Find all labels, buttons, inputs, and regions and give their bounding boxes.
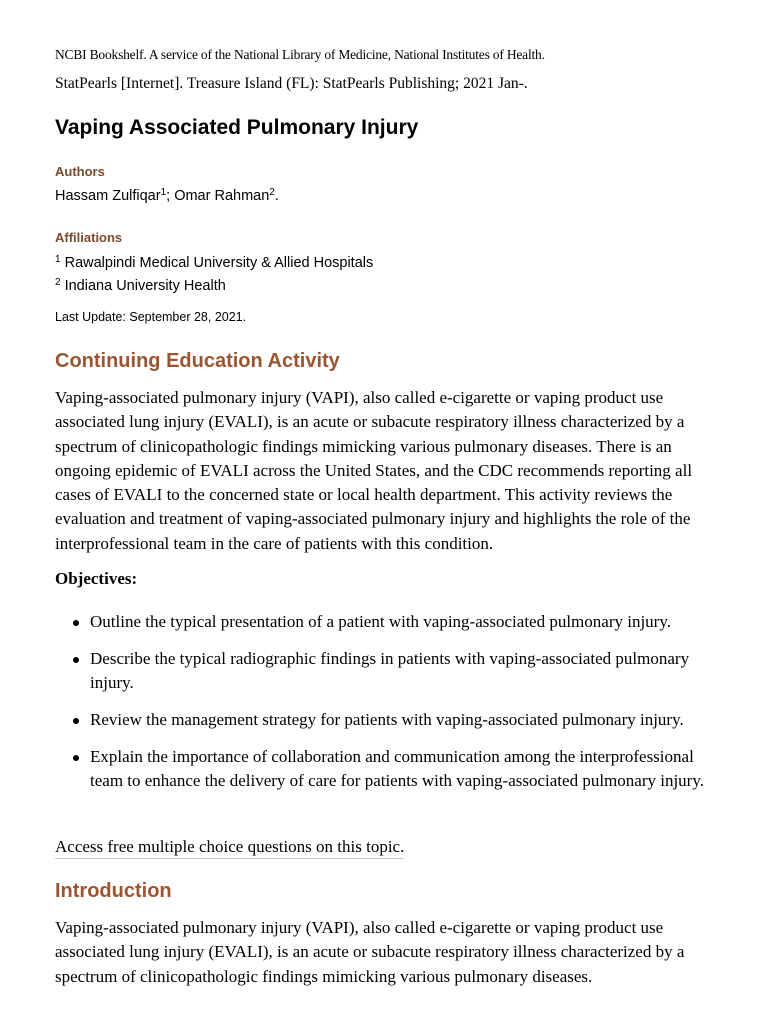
affiliation-number: 2 — [55, 277, 61, 288]
affiliations-label: Affiliations — [55, 230, 123, 245]
citation-line: StatPearls [Internet]. Treasure Island (FL): StatPearls Publishing; 2021 Jan-. — [55, 75, 528, 92]
objective-text: Review the management strategy for patients with vaping-associated pulmonary injury. — [90, 709, 684, 729]
last-update: Last Update: September 28, 2021. — [55, 310, 247, 324]
bullet-icon — [73, 657, 79, 663]
bookshelf-source-line: NCBI Bookshelf. A service of the National Library of Medicine, National Institutes of Health. — [55, 47, 545, 62]
continuing-education-paragraph: Vaping-associated pulmonary injury (VAPI), also called e-cigarette or vaping product use associated lung injury (EVALI), is an acute or subacute respiratory illness characterized by a spectrum of clinicopathologic findings mimicking various pulmonary diseases. There is an ongoing epidemic of EVALI across the United States, and the CDC recommends reporting all cases of EVALI to the concerned state or local health department. This activity reviews the evaluation and treatment of vaping-associated pulmonary injury and highlights the role of the interprofessional team in the care of patients with this condition. — [55, 388, 693, 553]
authors-end: . — [274, 188, 279, 204]
page-title: Vaping Associated Pulmonary Injury — [55, 116, 419, 139]
affiliation-text: Rawalpindi Medical University & Allied Hospitals — [60, 255, 374, 271]
authors-label: Authors — [55, 164, 105, 179]
objective-text: Describe the typical radiographic findings in patients with vaping-associated pulmonary injury. — [90, 648, 690, 693]
author-separator: ; — [166, 188, 175, 204]
section-heading-introduction: Introduction — [55, 880, 172, 902]
author-name[interactable]: Hassam Zulfiqar — [55, 188, 161, 204]
objective-item — [55, 610, 715, 634]
affiliation-text: Indiana University Health — [60, 278, 226, 294]
access-questions-link[interactable]: Access free multiple choice questions on this topic. — [55, 837, 404, 859]
objectives-label: Objectives: — [55, 569, 138, 588]
objective-item — [55, 745, 715, 794]
objective-text: Outline the typical presentation of a patient with vaping-associated pulmonary injury. — [90, 612, 671, 631]
authors-line — [55, 188, 279, 204]
affiliation-number: 1 — [55, 254, 61, 265]
objective-item — [55, 647, 715, 696]
bullet-icon — [73, 718, 79, 724]
objective-text: Explain the importance of collaboration and communication among the interprofessional team to enhance the delivery of care for patients with vaping-associated pulmonary injury. — [90, 746, 704, 790]
author-name[interactable]: Omar Rahman — [174, 188, 270, 204]
objective-item — [55, 708, 715, 732]
affiliation-ref[interactable]: 2 — [269, 187, 275, 198]
affiliation-item — [55, 255, 373, 271]
bullet-icon — [73, 620, 79, 626]
affiliation-ref[interactable]: 1 — [160, 187, 167, 198]
introduction-paragraph: Vaping-associated pulmonary injury (VAPI), also called e-cigarette or vaping product use associated lung injury (EVALI), is an acute or subacute respiratory illness characterized by a spectrum of clinicopathologic findings mimicking various pulmonary diseases. — [55, 918, 685, 986]
bullet-icon — [73, 755, 79, 761]
affiliation-item — [55, 278, 226, 294]
objectives-list — [55, 610, 715, 806]
section-heading-continuing-education: Continuing Education Activity — [55, 350, 340, 372]
